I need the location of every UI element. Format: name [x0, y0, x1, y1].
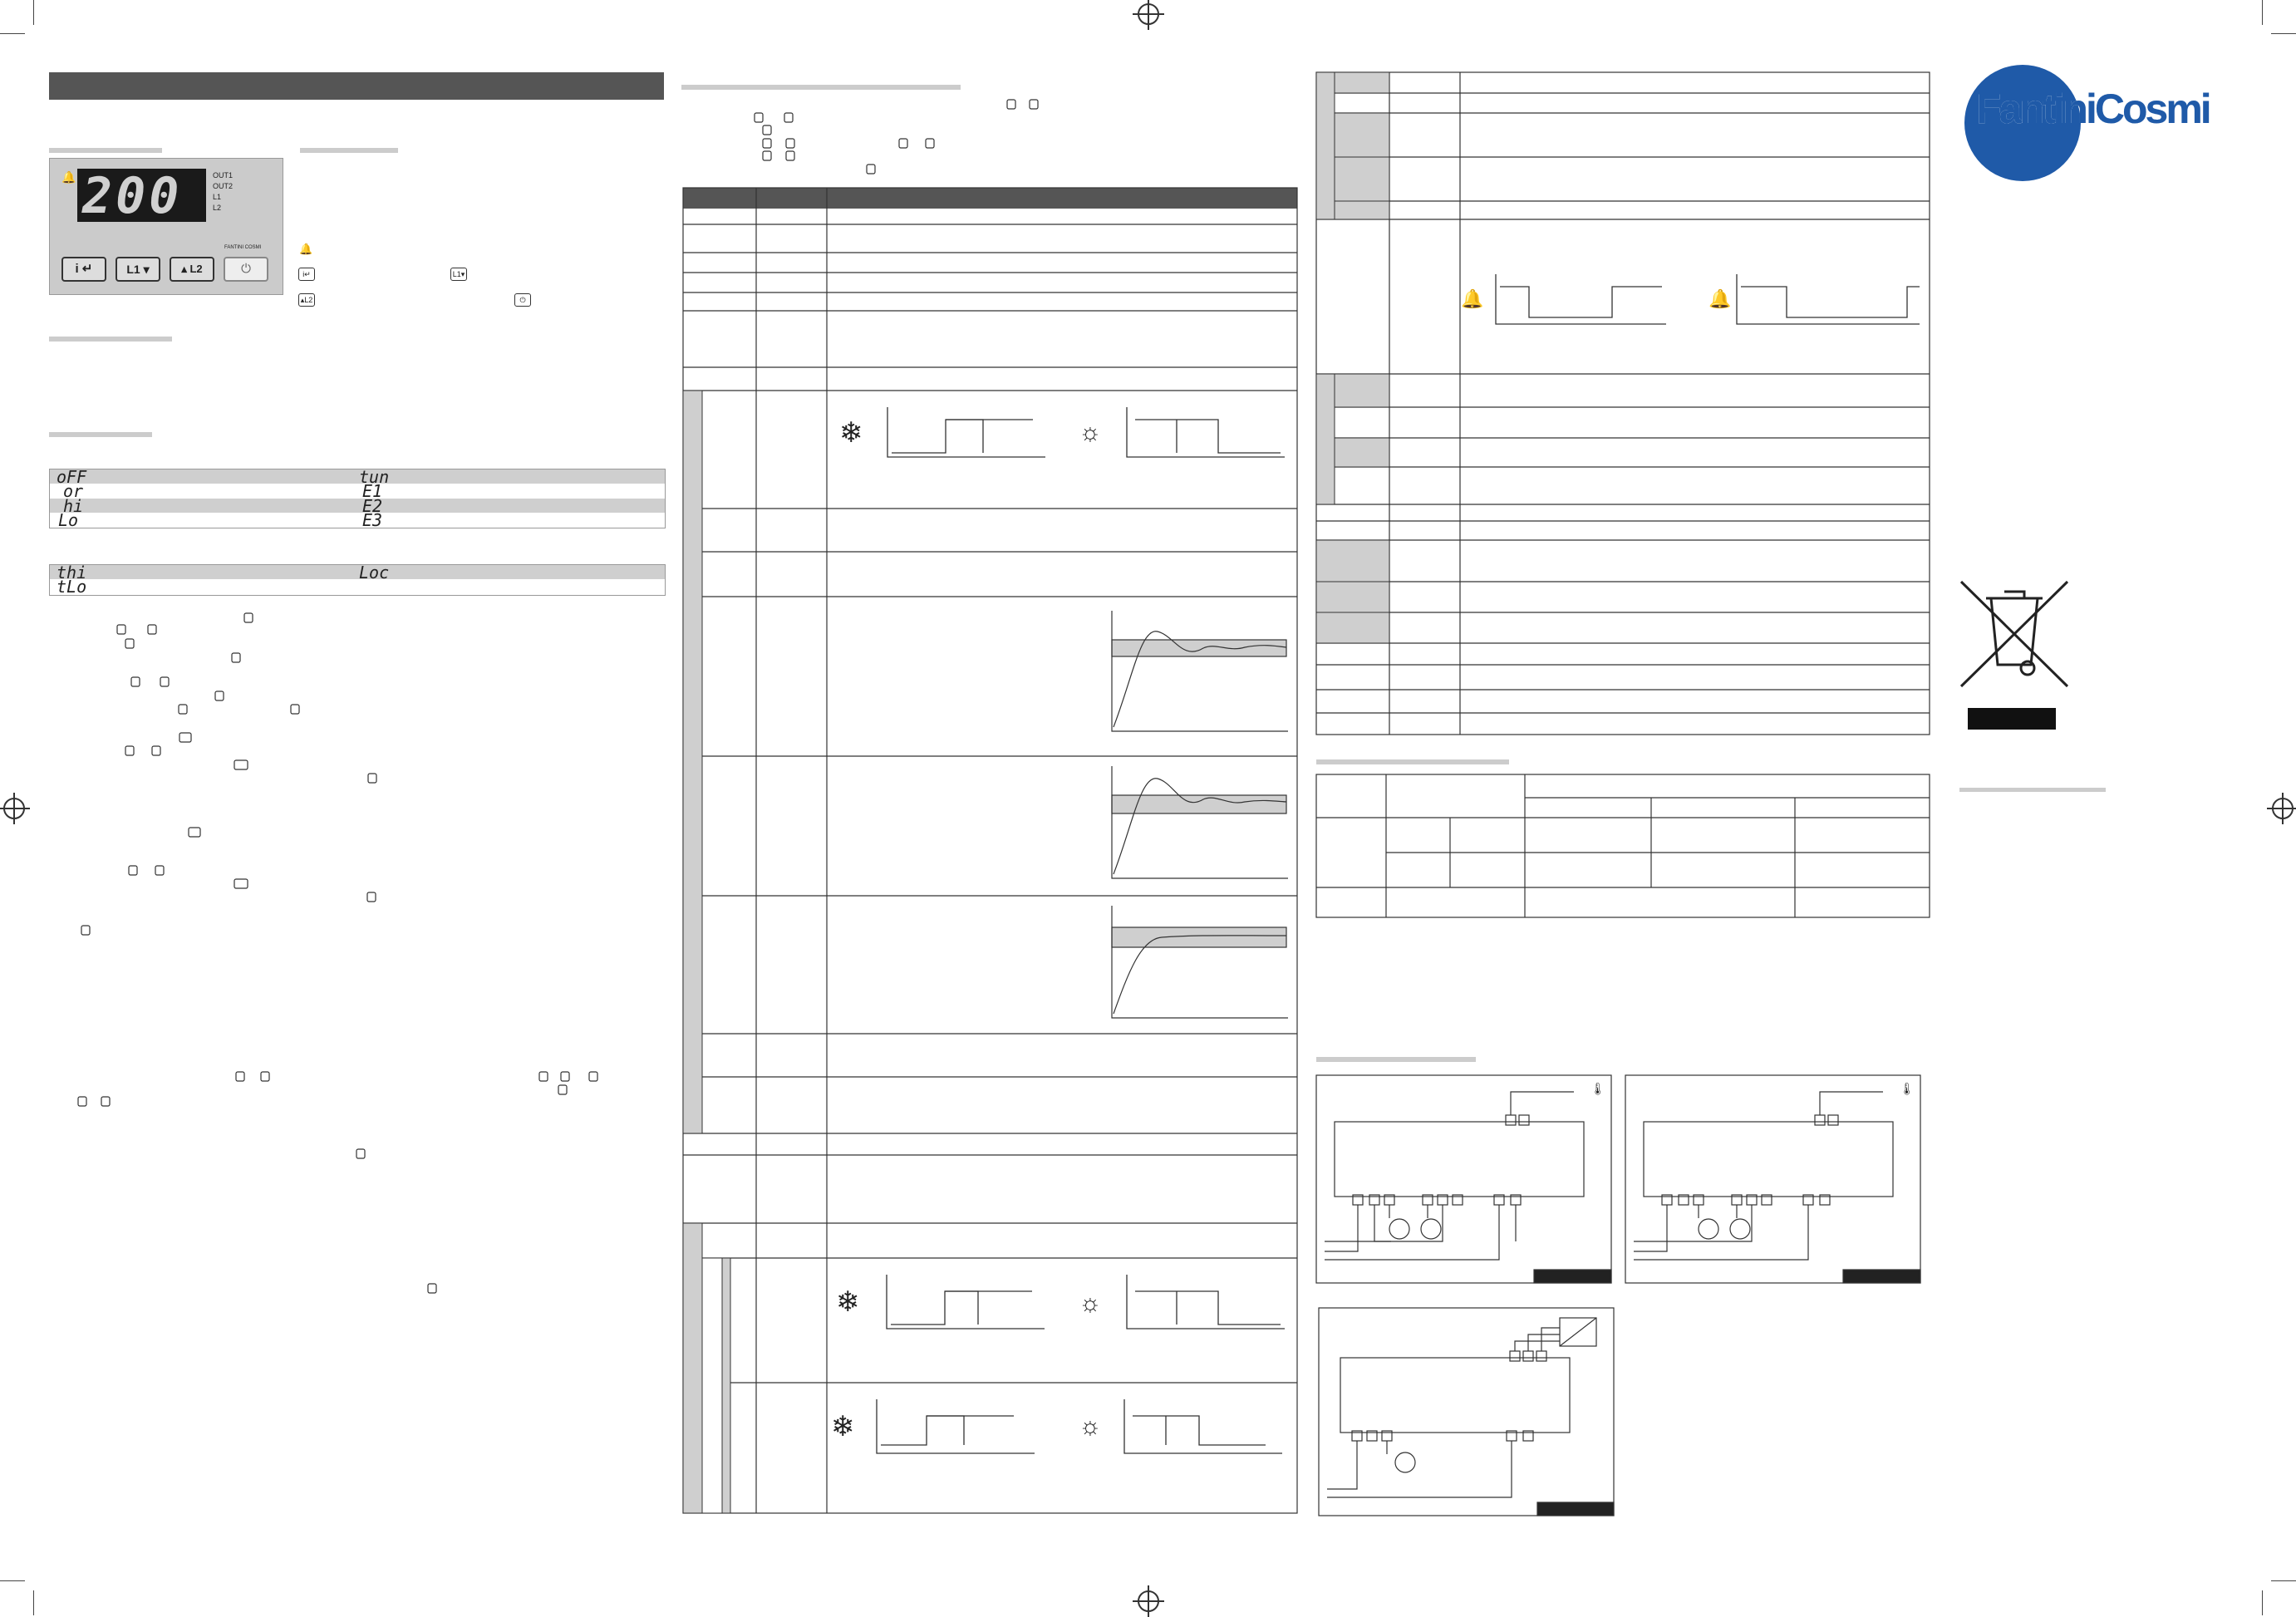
indicator-l2: L2 — [213, 204, 222, 212]
code-tlo: tLo — [57, 577, 87, 597]
indicator-out1: OUT1 — [213, 171, 234, 179]
display-value: 200 — [82, 167, 183, 225]
l1-button-label: L1 ▾ — [126, 263, 150, 276]
indicator-out2: OUT2 — [213, 182, 234, 190]
svg-text:🔔: 🔔 — [1461, 288, 1484, 309]
code-lo: Lo — [58, 510, 79, 530]
svg-text:❄: ❄ — [831, 1411, 855, 1443]
code-e1: E1 — [362, 481, 383, 501]
code-hi: hi — [63, 496, 84, 516]
svg-text:❄: ❄ — [836, 1286, 860, 1318]
alarm-bell-icon: 🔔 — [299, 243, 313, 255]
code-tun: tun — [359, 467, 390, 487]
svg-text:🌡: 🌡 — [1900, 1082, 1915, 1095]
weee-bin-icon — [1961, 582, 2067, 686]
enter-key-icon: i↵ — [298, 268, 315, 281]
l2-key-icon: ▴L2 — [298, 293, 315, 307]
l2-button-label: ▴ L2 — [181, 263, 203, 275]
code-e3: E3 — [362, 510, 383, 530]
sun-icon: ☼ — [1079, 419, 1102, 446]
power-button-label: ⏻ — [241, 262, 251, 276]
svg-text:🌡: 🌡 — [1590, 1082, 1605, 1095]
l1-key-icon: L1▾ — [450, 268, 467, 281]
alarm-bell-icon: 🔔 — [61, 170, 76, 184]
snowflake-icon: ❄ — [839, 417, 863, 449]
code-loc: Loc — [359, 563, 390, 582]
code-thi: thi — [57, 563, 87, 582]
code-off: oFF — [57, 467, 87, 487]
svg-text:☼: ☼ — [1079, 1413, 1102, 1440]
indicator-l1: L1 — [213, 193, 222, 201]
panel-brand: FANTINI COSMI — [224, 245, 262, 250]
code-e2: E2 — [362, 496, 383, 516]
svg-text:☼: ☼ — [1079, 1290, 1102, 1317]
code-or: or — [63, 481, 84, 501]
svg-text:🔔: 🔔 — [1708, 288, 1732, 309]
enter-button-label: i ↵ — [75, 262, 93, 276]
brand-logo-text: FantiniCosmi — [1976, 86, 2210, 132]
power-key-icon: ⏻ — [514, 293, 531, 307]
